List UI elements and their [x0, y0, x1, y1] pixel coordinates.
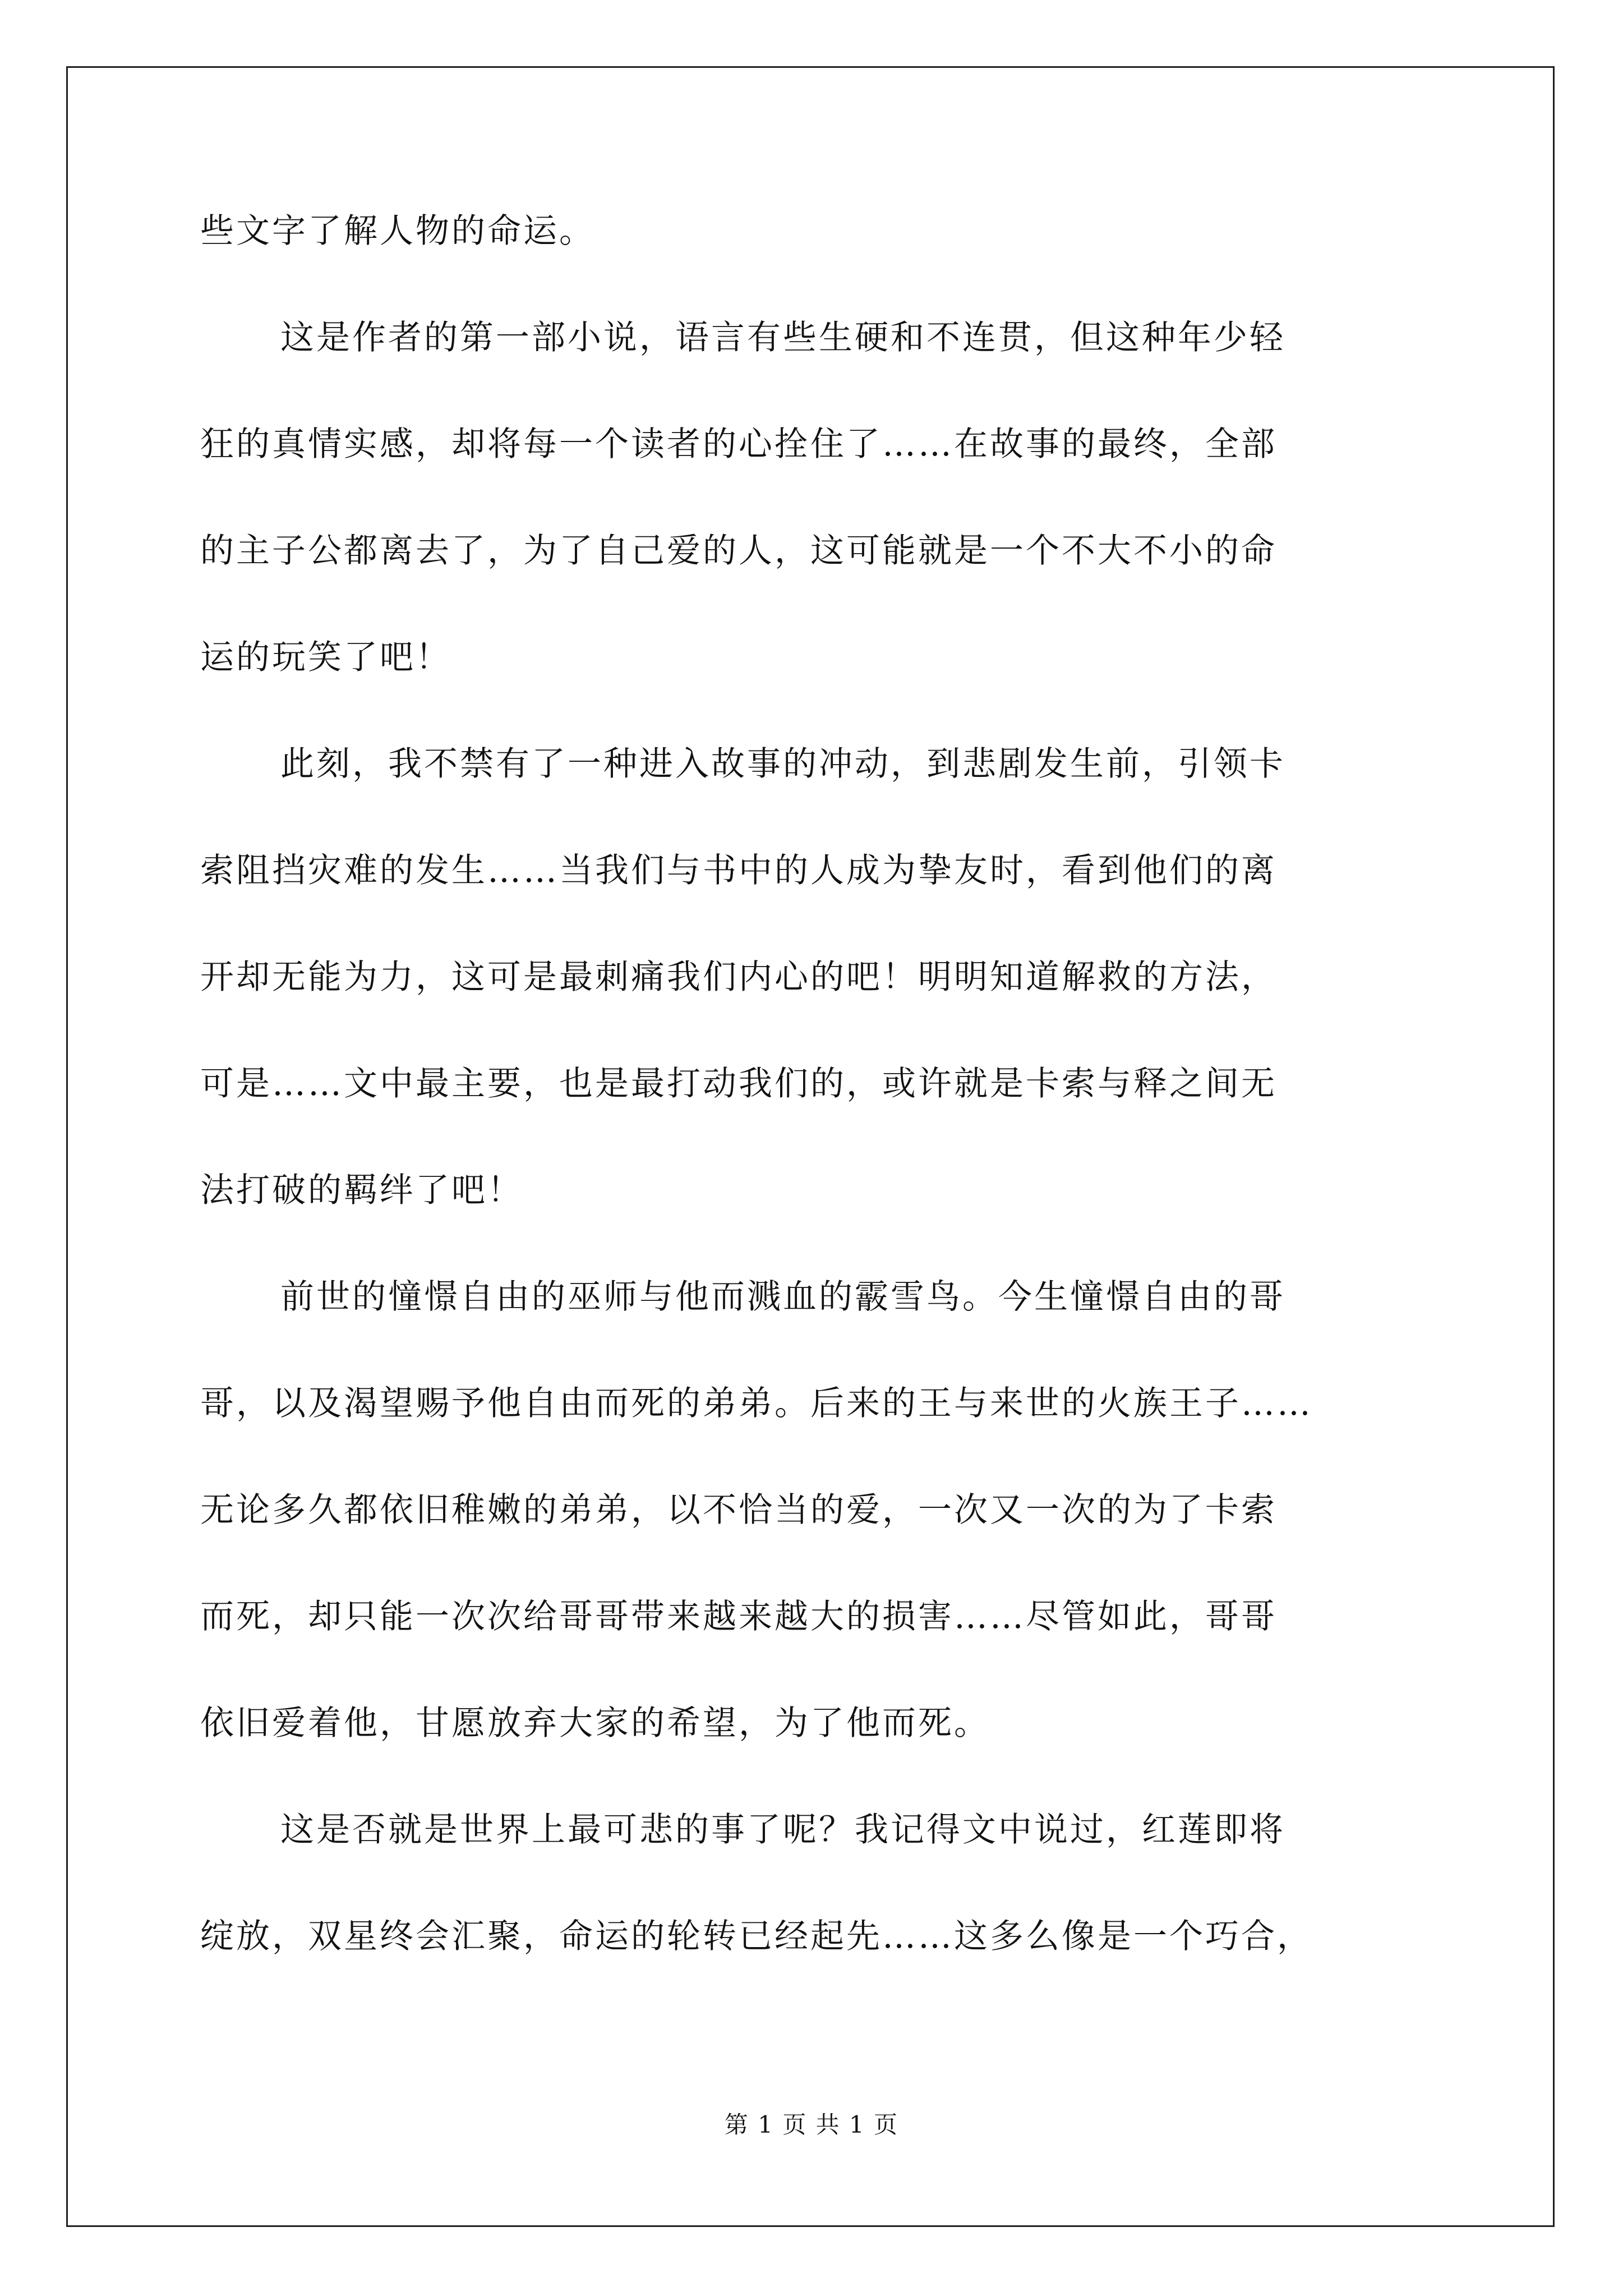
paragraph-first-line: 这是否就是世界上最可悲的事了呢？我记得文中说过，红莲即将 [280, 1810, 1285, 1849]
text-line: 运的玩笑了吧！ [200, 638, 451, 677]
text-line: 的主子公都离去了，为了自己爱的人，这可能就是一个不大不小的命 [200, 531, 1277, 570]
text-line: 无论多久都依旧稚嫩的弟弟，以不恰当的爱，一次又一次的为了卡索 [200, 1490, 1277, 1530]
text-line: 索阻挡灾难的发生……当我们与书中的人成为挚友时，看到他们的离 [200, 851, 1277, 890]
page-border [66, 66, 1555, 2227]
text-line: 狂的真情实感，却将每一个读者的心拴住了……在故事的最终，全部 [200, 425, 1277, 464]
paragraph-first-line: 此刻，我不禁有了一种进入故事的冲动，到悲剧发生前，引领卡 [280, 744, 1285, 784]
text-line: 些文字了解人物的命运。 [200, 211, 595, 251]
paragraph-first-line: 前世的憧憬自由的巫师与他而溅血的霰雪鸟。今生憧憬自由的哥 [280, 1277, 1285, 1317]
text-line: 而死，却只能一次次给哥哥带来越来越大的损害……尽管如此，哥哥 [200, 1597, 1277, 1636]
text-line: 绽放，双星终会汇聚，命运的轮转已经起先……这多么像是一个巧合， [200, 1917, 1313, 1956]
paragraph-first-line: 这是作者的第一部小说，语言有些生硬和不连贯，但这种年少轻 [280, 318, 1285, 357]
page-footer: 第 1 页 共 1 页 [724, 2111, 899, 2138]
text-line: 开却无能为力，这可是最刺痛我们内心的吧！明明知道解救的方法， [200, 958, 1277, 997]
text-line: 法打破的羁绊了吧！ [200, 1171, 523, 1210]
text-line: 可是……文中最主要，也是最打动我们的，或许就是卡索与释之间无 [200, 1064, 1277, 1103]
text-line: 依旧爱着他，甘愿放弃大家的希望，为了他而死。 [200, 1704, 990, 1743]
text-line: 哥，以及渴望赐予他自由而死的弟弟。后来的王与来世的火族王子…… [200, 1384, 1313, 1423]
